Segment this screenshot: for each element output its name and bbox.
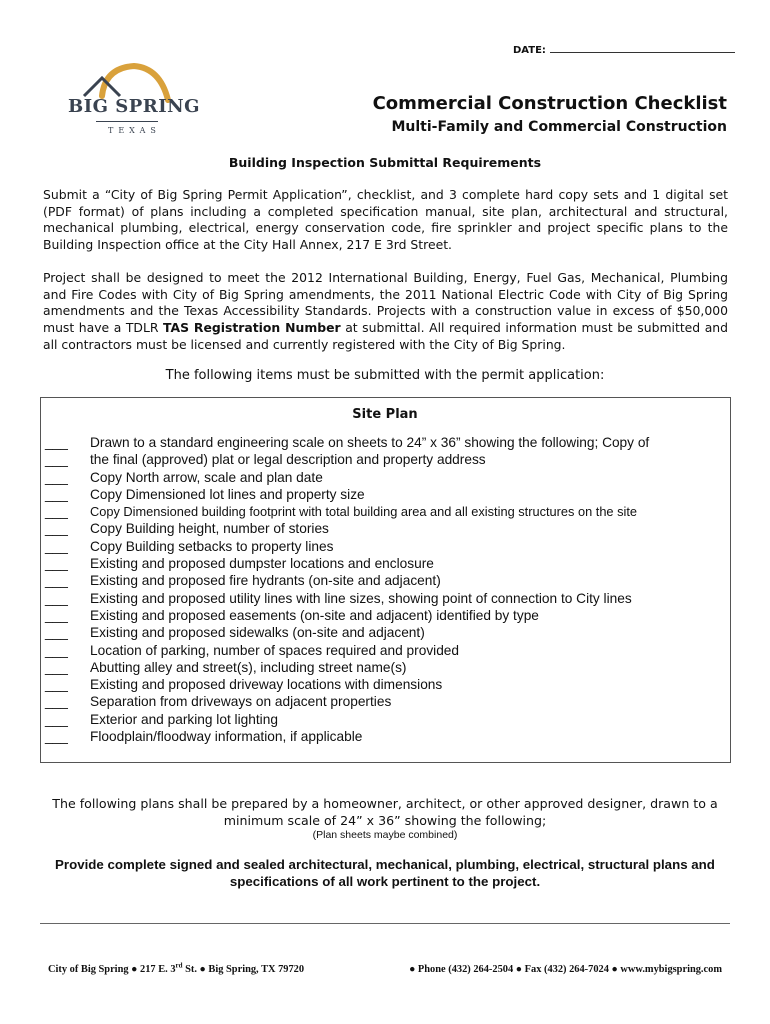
checklist-blank[interactable]: ___ (45, 469, 68, 485)
checklist-item[interactable] (45, 520, 725, 537)
checklist-blank[interactable]: ___ (45, 729, 68, 745)
checklist-item-text: Separation from driveways on adjacent properties (90, 694, 392, 710)
logo-divider (96, 121, 158, 122)
checklist-item-text: Exterior and parking lot lighting (90, 711, 278, 727)
date-field (513, 43, 735, 56)
checklist-item-text: Copy Building height, number of stories (90, 521, 329, 537)
checklist-item-text: Existing and proposed utility lines with line sizes, showing point of connection to City lines (90, 590, 632, 606)
page-title: Commercial Construction Checklist (372, 93, 727, 114)
checklist-item[interactable] (45, 555, 725, 572)
checklist-item[interactable] (45, 469, 725, 486)
checklist-item-text: Drawn to a standard engineering scale on sheets to 24” x 36” showing the following; Copy of (90, 435, 650, 450)
footer-address-b: St. ● Big Spring, TX 79720 (182, 964, 305, 975)
checklist-blank[interactable]: ___ (45, 452, 68, 468)
footer-contact: ● Phone (432) 264-2504 ● Fax (432) 264-7024 ● www.mybigspring.com (409, 964, 722, 975)
checklist-blank[interactable]: ___ (45, 642, 68, 658)
checklist-blank[interactable]: ___ (45, 677, 68, 693)
checklist-item[interactable] (45, 693, 725, 710)
checklist-item[interactable] (45, 434, 725, 451)
requirements-paragraph-1: Submit a “City of Big Spring Permit Application”, checklist, and 3 complete hard copy sets and 1 digital set (PDF format) of plans including a completed specification manual, site plan, architectural and structural, mechanical plumbing, electrical, energy conservation code, fire sprinkler and project specific plans to the Building Inspection office at the City Hall Annex, 217 E 3rd Street. (43, 187, 728, 253)
checklist-blank[interactable]: ___ (45, 607, 68, 623)
checklist-blank[interactable]: ___ (45, 435, 68, 450)
footer-address-sup: rd (175, 961, 183, 970)
checklist-item[interactable] (45, 486, 725, 503)
items-intro: The following items must be submitted with the permit application: (165, 368, 605, 383)
checklist-item-text: Floodplain/floodway information, if applicable (90, 729, 363, 745)
checklist-item-text: Existing and proposed dumpster locations and enclosure (90, 556, 434, 572)
checklist-item-text: Existing and proposed driveway locations with dimensions (90, 677, 443, 693)
checklist-blank[interactable]: ___ (45, 521, 68, 537)
checklist-item-text: Copy Building setbacks to property lines (90, 538, 334, 554)
para2-text-a: Project shall be designed to meet the 2012 International Building, Energy, Fuel Gas, Mechanical, Plumbing and Fire Codes with City of Big Spring amendments, the 2011 National Electric Code with City of Big Spring amendments and the Texas Accessibility Standards. Projects with a construction value in excess of $50,000 must have a TDLR (43, 270, 728, 336)
footer-address (48, 961, 305, 975)
logo-arc (102, 66, 168, 100)
checklist-item[interactable] (45, 590, 725, 607)
checklist-blank[interactable]: ___ (45, 625, 68, 641)
checklist-blank[interactable]: ___ (45, 556, 68, 572)
plans-combined-note: (Plan sheets maybe combined) (312, 829, 458, 841)
checklist-item[interactable] (45, 624, 725, 641)
checklist-item-text: Existing and proposed fire hydrants (on-site and adjacent) (90, 573, 441, 589)
checklist-item[interactable] (45, 659, 725, 676)
checklist-blank[interactable]: ___ (45, 504, 68, 520)
date-label: DATE: (513, 45, 546, 56)
checklist-item-text: Copy Dimensioned building footprint with total building area and all existing structures on the site (90, 504, 638, 520)
checklist-blank[interactable]: ___ (45, 659, 68, 675)
date-blank-line (550, 43, 735, 53)
checklist-blank[interactable]: ___ (45, 590, 68, 606)
site-plan-checklist (45, 434, 725, 745)
checklist-item[interactable] (45, 451, 725, 468)
checklist-blank[interactable]: ___ (45, 694, 68, 710)
requirements-heading: Building Inspection Submittal Requirements (228, 155, 542, 170)
site-plan-title: Site Plan (352, 407, 418, 422)
checklist-item[interactable] (45, 711, 725, 728)
checklist-blank[interactable]: ___ (45, 711, 68, 727)
checklist-blank[interactable]: ___ (45, 573, 68, 589)
plans-provide-note: Provide complete signed and sealed architectural, mechanical, plumbing, electrical, structural plans and specifications of all work pertinent to the project. (55, 857, 715, 889)
checklist-blank[interactable]: ___ (45, 538, 68, 554)
para2-text-b: at submittal. All required information must be submitted and all contractors must be licensed and currently registered with the City of Big Spring. (43, 320, 729, 352)
logo-wordmark: BIG SPRING (68, 96, 201, 117)
checklist-item[interactable] (45, 607, 725, 624)
footer-address-a: City of Big Spring ● 217 E. 3 (48, 964, 176, 975)
checklist-item-text: Location of parking, number of spaces required and provided (90, 642, 460, 658)
requirements-paragraph-2 (43, 270, 728, 354)
checklist-blank[interactable]: ___ (45, 486, 68, 502)
checklist-item[interactable] (45, 728, 725, 745)
checklist-item[interactable] (45, 676, 725, 693)
logo-state: TEXAS (108, 126, 161, 135)
checklist-item-text: Existing and proposed easements (on-site and adjacent) identified by type (90, 607, 539, 623)
checklist-item-text: the final (approved) plat or legal description and property address (90, 452, 486, 468)
checklist-item-text: Existing and proposed sidewalks (on-site and adjacent) (90, 625, 425, 641)
plans-intro: The following plans shall be prepared by a homeowner, architect, or other approved designer, drawn to a minimum scale of 24” x 36” showing the following; (52, 796, 718, 828)
tas-registration-number: TAS Registration Number (163, 320, 341, 336)
checklist-item-text: Copy North arrow, scale and plan date (90, 469, 323, 485)
checklist-item[interactable] (45, 642, 725, 659)
footer-divider (40, 923, 730, 924)
page-subtitle: Multi-Family and Commercial Construction (391, 119, 727, 135)
checklist-item[interactable] (45, 503, 725, 520)
checklist-item-text: Abutting alley and street(s), including street name(s) (90, 659, 407, 675)
checklist-item-text: Copy Dimensioned lot lines and property size (90, 486, 365, 502)
checklist-item[interactable] (45, 572, 725, 589)
checklist-item[interactable] (45, 538, 725, 555)
